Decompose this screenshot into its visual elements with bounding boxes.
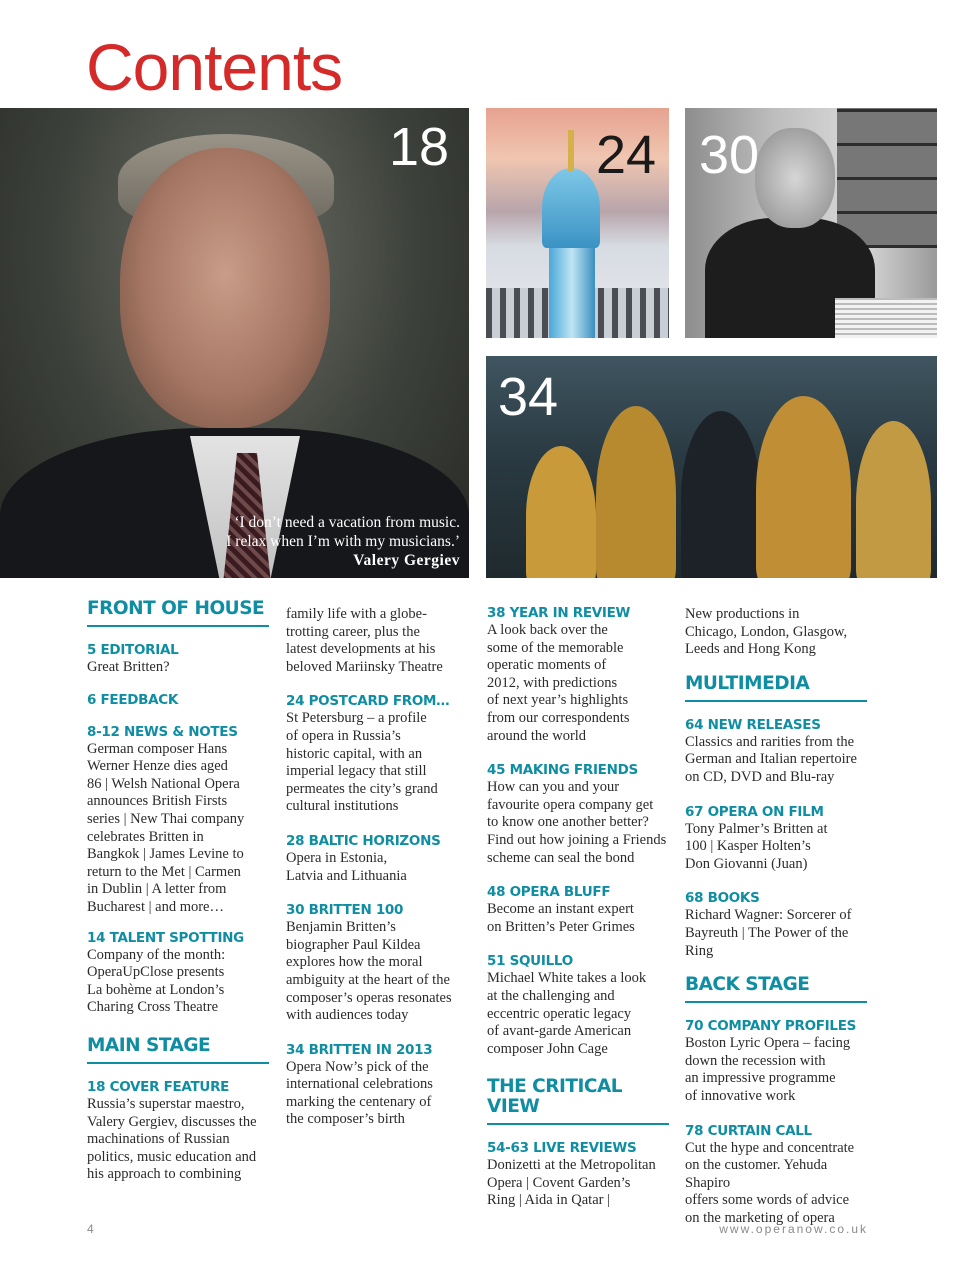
item-description: Richard Wagner: Sorcerer of Bayreuth | The Power of the Ring: [685, 907, 852, 959]
photo-page-number: 24: [596, 125, 657, 185]
contents-item[interactable]: [286, 901, 468, 1025]
item-heading: 78 CURTAIN CALL: [685, 1122, 812, 1139]
contents-item[interactable]: [286, 1041, 468, 1129]
contents-item[interactable]: [286, 832, 468, 885]
contents-item[interactable]: [87, 691, 269, 709]
contents-column-3: [487, 598, 669, 1210]
section-heading-back-stage: BACK STAGE: [685, 974, 867, 1003]
item-description: Tony Palmer’s Britten at 100 | Kasper Holten’s Don Giovanni (Juan): [685, 820, 828, 872]
contents-column-2: [286, 598, 468, 1129]
item-heading: 45 MAKING FRIENDS: [487, 762, 638, 779]
item-heading: 18 COVER FEATURE: [87, 1078, 230, 1095]
contents-item[interactable]: [685, 1122, 867, 1228]
photo-quote: [226, 513, 460, 570]
contents-item[interactable]: [87, 929, 269, 1017]
item-description: Opera Now’s pick of the international celebrations marking the centenary of the composer’s birth: [286, 1058, 433, 1128]
item-description: Classics and rarities from the German and Italian repertoire on CD, DVD and Blu-ray: [685, 733, 857, 785]
page-title: Contents: [86, 30, 343, 104]
item-heading: 14 TALENT SPOTTING: [87, 929, 244, 946]
item-description: German composer Hans Werner Henze dies aged 86 | Welsh National Opera announces British Firsts series | New Thai company celebrates Britten in Bangkok | James Levine to return to the Met | Carmen in Dublin | A letter from Bucharest | and more…: [87, 740, 245, 915]
item-heading: 67 OPERA ON FILM: [685, 803, 824, 820]
contents-item[interactable]: [685, 716, 867, 787]
photo-page-number: 34: [498, 367, 559, 427]
contents-item[interactable]: [87, 1078, 269, 1184]
website-url[interactable]: www.operanow.co.uk: [719, 1222, 868, 1236]
section-heading-multimedia: MULTIMEDIA: [685, 673, 867, 702]
item-description: How can you and your favourite opera company get to know one another better? Find out how joining a Friends scheme can seal the bond: [487, 779, 667, 866]
photo-opera-production: [486, 356, 937, 578]
contents-item[interactable]: [685, 889, 867, 960]
photo-page-number: 18: [389, 117, 450, 177]
page-number: 4: [87, 1222, 94, 1236]
item-heading: 8-12 NEWS & NOTES: [87, 723, 238, 740]
item-description: Cut the hype and concentrate on the customer. Yehuda Shapiro offers some words of advice on the marketing of opera: [685, 1139, 855, 1226]
item-description: Michael White takes a look at the challenging and eccentric operatic legacy of avant-garde American composer John Cage: [487, 970, 647, 1057]
contents-item[interactable]: [286, 692, 468, 816]
item-heading: 6 FEEDBACK: [87, 691, 179, 708]
item-description: St Petersburg – a profile of opera in Russia’s historic capital, with an imperial legacy that still permeates the city’s grand cultural institutions: [286, 710, 438, 815]
contents-column-1: [87, 598, 269, 1184]
item-heading: 24 POSTCARD FROM…: [286, 693, 450, 710]
item-description: Russia’s superstar maestro, Valery Gergiev, discusses the machinations of Russian politics, music education and his approach to combining: [87, 1095, 257, 1183]
cover-photo-gergiev: [0, 108, 469, 578]
item-description: Company of the month: OperaUpClose presents La bohème at London’s Charing Cross Theatre: [87, 946, 226, 1016]
photo-st-petersburg: [486, 108, 669, 338]
contents-item[interactable]: [487, 883, 669, 936]
item-description: Opera in Estonia, Latvia and Lithuania: [286, 849, 407, 884]
item-heading: 51 SQUILLO: [487, 953, 573, 970]
item-heading: 70 COMPANY PROFILES: [685, 1018, 857, 1035]
contents-item[interactable]: [487, 952, 669, 1058]
item-description: Benjamin Britten’s biographer Paul Kildea explores how the moral ambiguity at the heart of the composer’s operas resonates with audiences today: [286, 919, 452, 1024]
item-heading: 30 BRITTEN 100: [286, 902, 404, 919]
item-description: Become an instant expert on Britten’s Peter Grimes: [487, 901, 635, 935]
item-description: Donizetti at the Metropolitan Opera | Covent Garden’s Ring | Aida in Qatar |: [487, 1157, 656, 1209]
item-heading: 48 OPERA BLUFF: [487, 884, 611, 901]
contents-item[interactable]: [487, 761, 669, 867]
photo-page-number: 30: [699, 125, 760, 185]
item-heading: 38 YEAR IN REVIEW: [487, 605, 631, 621]
item-description-continued: family life with a globe- trotting career, plus the latest developments at his beloved Mariinsky Theatre: [286, 606, 443, 675]
quote-attribution: Valery Gergiev: [353, 552, 460, 569]
item-description: Boston Lyric Opera – facing down the recession with an impressive programme of innovative work: [685, 1035, 851, 1104]
item-heading: 28 BALTIC HORIZONS: [286, 832, 441, 849]
contents-item[interactable]: [87, 641, 269, 677]
contents-item[interactable]: [685, 803, 867, 874]
item-heading: 54-63 LIVE REVIEWS: [487, 1140, 637, 1157]
contents-item[interactable]: [487, 604, 669, 745]
section-heading-front-of-house: FRONT OF HOUSE: [87, 598, 269, 627]
item-heading: 5 EDITORIAL: [87, 642, 179, 658]
section-heading-main-stage: MAIN STAGE: [87, 1035, 269, 1064]
item-description-continued: New productions in Chicago, London, Glasgow, Leeds and Hong Kong: [685, 606, 848, 658]
item-heading: 34 BRITTEN IN 2013: [286, 1041, 433, 1058]
section-heading-critical-view: THE CRITICAL VIEW: [487, 1076, 669, 1125]
item-description: A look back over the some of the memorable operatic moments of 2012, with predictions of next year’s highlights from our correspondents around the world: [487, 622, 630, 744]
item-heading: 68 BOOKS: [685, 890, 760, 907]
contents-item[interactable]: [685, 1017, 867, 1105]
quote-line: ‘I don’t need a vacation from music.: [234, 514, 460, 531]
item-heading: 64 NEW RELEASES: [685, 716, 821, 733]
contents-item[interactable]: [87, 723, 269, 917]
contents-item[interactable]: [487, 1139, 669, 1210]
quote-line: I relax when I’m with my musicians.’: [226, 533, 460, 550]
item-description: Great Britten?: [87, 659, 170, 675]
contents-column-4: [685, 598, 867, 1227]
photo-britten: [685, 108, 937, 338]
